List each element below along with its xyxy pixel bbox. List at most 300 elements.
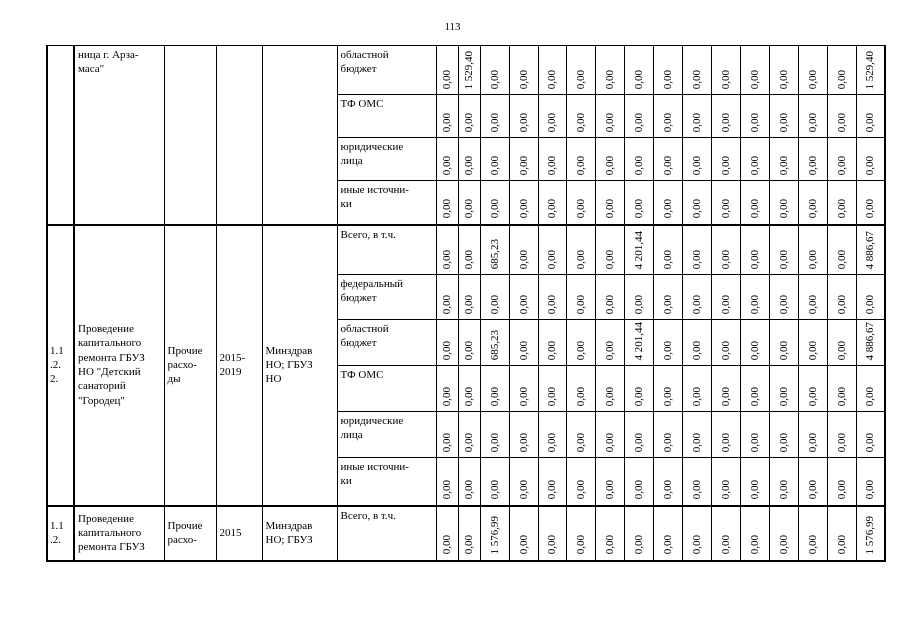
value-cell — [798, 320, 827, 366]
value-cell — [509, 458, 538, 506]
value-text: 0,00 — [777, 386, 790, 406]
funding-source: федеральный бюджет — [337, 275, 436, 320]
value-text: 0,00 — [603, 69, 616, 89]
value-cell — [566, 138, 595, 181]
value-text: 0,00 — [806, 69, 819, 89]
value-cell — [740, 275, 769, 320]
value-text: 0,00 — [574, 199, 587, 219]
value-cell — [595, 181, 624, 225]
value-text: 0,00 — [574, 340, 587, 360]
value-text: 685,23 — [488, 329, 501, 360]
value-cell — [436, 366, 458, 412]
period: 2015 — [216, 506, 262, 561]
value-cell — [566, 458, 595, 506]
value-cell — [769, 181, 798, 225]
value-text: 0,00 — [806, 294, 819, 314]
value-cell — [436, 458, 458, 506]
value-cell — [538, 138, 566, 181]
value-text: 685,23 — [488, 238, 501, 269]
value-text: 0,00 — [661, 69, 674, 89]
value-text: 0,00 — [603, 340, 616, 360]
value-cell — [509, 95, 538, 138]
value-text: 1 529,40 — [462, 50, 475, 89]
value-text: 0,00 — [748, 155, 761, 175]
funding-source: Всего, в т.ч. — [337, 506, 436, 561]
period: 2015- 2019 — [216, 225, 262, 506]
value-cell — [595, 95, 624, 138]
value-cell — [509, 320, 538, 366]
value-cell — [509, 275, 538, 320]
funding-table — [46, 45, 886, 562]
value-cell — [566, 366, 595, 412]
value-cell — [827, 138, 856, 181]
value-cell — [436, 138, 458, 181]
value-text: 0,00 — [661, 199, 674, 219]
value-cell — [595, 458, 624, 506]
value-cell — [480, 506, 509, 561]
value-text: 0,00 — [690, 199, 703, 219]
value-cell — [711, 412, 740, 458]
value-cell — [798, 506, 827, 561]
value-text: 0,00 — [835, 480, 848, 500]
value-cell — [827, 95, 856, 138]
value-cell — [682, 412, 711, 458]
value-text: 0,00 — [777, 535, 790, 555]
value-text: 0,00 — [864, 386, 877, 406]
value-text: 0,00 — [440, 340, 453, 360]
value-text: 0,00 — [719, 535, 732, 555]
value-text: 0,00 — [864, 432, 877, 452]
value-text: 0,00 — [574, 386, 587, 406]
value-cell — [798, 46, 827, 95]
value-cell — [624, 181, 653, 225]
value-text: 0,00 — [517, 432, 530, 452]
value-cell — [595, 275, 624, 320]
value-text: 0,00 — [488, 432, 501, 452]
value-cell — [740, 225, 769, 275]
value-text: 0,00 — [661, 294, 674, 314]
value-cell — [624, 225, 653, 275]
value-text: 0,00 — [719, 432, 732, 452]
value-cell — [856, 366, 885, 412]
value-text: 0,00 — [517, 535, 530, 555]
value-cell — [538, 366, 566, 412]
value-text: 0,00 — [440, 199, 453, 219]
value-text: 0,00 — [690, 249, 703, 269]
table-row — [47, 46, 885, 95]
item-name: Проведение капитального ремонта ГБУЗ — [74, 506, 164, 561]
value-cell — [682, 320, 711, 366]
value-text: 0,00 — [748, 249, 761, 269]
value-cell — [856, 95, 885, 138]
value-text: 0,00 — [545, 480, 558, 500]
value-cell — [682, 458, 711, 506]
value-text: 1 576,99 — [488, 516, 501, 555]
table-row — [47, 225, 885, 275]
value-cell — [509, 366, 538, 412]
value-cell — [595, 320, 624, 366]
value-text: 0,00 — [661, 112, 674, 132]
item-number: 1.1 .2. — [47, 506, 74, 561]
value-cell — [480, 46, 509, 95]
value-text: 0,00 — [748, 535, 761, 555]
value-text: 0,00 — [488, 386, 501, 406]
value-cell — [458, 46, 480, 95]
value-text: 0,00 — [835, 340, 848, 360]
value-cell — [436, 225, 458, 275]
value-cell — [769, 225, 798, 275]
value-text: 0,00 — [574, 112, 587, 132]
value-cell — [480, 366, 509, 412]
value-cell — [538, 95, 566, 138]
value-text: 0,00 — [748, 69, 761, 89]
value-text: 0,00 — [462, 294, 475, 314]
value-cell — [538, 275, 566, 320]
value-text: 0,00 — [462, 155, 475, 175]
value-cell — [624, 95, 653, 138]
value-cell — [509, 46, 538, 95]
value-cell — [827, 506, 856, 561]
value-text: 0,00 — [488, 480, 501, 500]
value-cell — [653, 366, 682, 412]
value-cell — [458, 366, 480, 412]
value-cell — [798, 366, 827, 412]
value-text: 0,00 — [545, 199, 558, 219]
value-text: 0,00 — [690, 112, 703, 132]
value-cell — [436, 95, 458, 138]
value-cell — [566, 275, 595, 320]
value-text: 0,00 — [748, 432, 761, 452]
value-text: 0,00 — [777, 69, 790, 89]
value-text: 0,00 — [835, 112, 848, 132]
value-text: 0,00 — [719, 112, 732, 132]
value-text: 0,00 — [835, 432, 848, 452]
value-cell — [480, 181, 509, 225]
value-text: 0,00 — [462, 432, 475, 452]
value-text: 0,00 — [719, 249, 732, 269]
value-text: 0,00 — [835, 249, 848, 269]
value-text: 0,00 — [462, 535, 475, 555]
value-cell — [682, 275, 711, 320]
value-text: 0,00 — [690, 69, 703, 89]
item-number — [47, 46, 74, 225]
value-cell — [827, 225, 856, 275]
value-cell — [856, 506, 885, 561]
value-text: 0,00 — [748, 294, 761, 314]
item-name: Проведение капитального ремонта ГБУЗ НО "Детский санаторий "Городец" — [74, 225, 164, 506]
value-cell — [480, 138, 509, 181]
value-text: 0,00 — [661, 340, 674, 360]
funding-source: ТФ ОМС — [337, 95, 436, 138]
expense-type: Прочие расхо- ды — [164, 225, 216, 506]
value-cell — [769, 458, 798, 506]
value-cell — [653, 225, 682, 275]
value-text: 0,00 — [719, 69, 732, 89]
value-text: 0,00 — [835, 199, 848, 219]
value-text: 0,00 — [440, 249, 453, 269]
value-cell — [458, 181, 480, 225]
responsible — [262, 46, 337, 225]
value-text: 0,00 — [835, 294, 848, 314]
value-text: 0,00 — [690, 294, 703, 314]
value-text: 0,00 — [777, 155, 790, 175]
value-cell — [798, 458, 827, 506]
value-text: 0,00 — [690, 386, 703, 406]
value-text: 0,00 — [517, 294, 530, 314]
value-text: 0,00 — [517, 480, 530, 500]
value-cell — [436, 412, 458, 458]
value-cell — [458, 275, 480, 320]
value-cell — [711, 181, 740, 225]
value-cell — [740, 506, 769, 561]
value-cell — [595, 225, 624, 275]
value-cell — [740, 181, 769, 225]
value-text: 0,00 — [632, 69, 645, 89]
value-text: 0,00 — [545, 432, 558, 452]
value-cell — [480, 275, 509, 320]
value-cell — [740, 412, 769, 458]
value-text: 0,00 — [545, 386, 558, 406]
responsible: Минздрав НО; ГБУЗ НО — [262, 225, 337, 506]
funding-source: юридические лица — [337, 412, 436, 458]
value-cell — [769, 275, 798, 320]
period — [216, 46, 262, 225]
value-text: 0,00 — [748, 386, 761, 406]
value-cell — [458, 320, 480, 366]
value-text: 0,00 — [777, 249, 790, 269]
value-text: 0,00 — [719, 294, 732, 314]
value-text: 0,00 — [603, 386, 616, 406]
value-cell — [798, 138, 827, 181]
value-cell — [624, 412, 653, 458]
value-cell — [480, 95, 509, 138]
value-text: 0,00 — [864, 155, 877, 175]
value-text: 0,00 — [690, 480, 703, 500]
value-text: 0,00 — [462, 480, 475, 500]
value-cell — [769, 412, 798, 458]
value-text: 0,00 — [488, 69, 501, 89]
value-text: 0,00 — [603, 155, 616, 175]
funding-source: иные источни- ки — [337, 458, 436, 506]
value-text: 0,00 — [748, 340, 761, 360]
value-text: 0,00 — [462, 199, 475, 219]
value-cell — [711, 506, 740, 561]
responsible: Минздрав НО; ГБУЗ — [262, 506, 337, 561]
value-cell — [769, 366, 798, 412]
value-cell — [509, 225, 538, 275]
value-cell — [682, 366, 711, 412]
value-text: 0,00 — [632, 535, 645, 555]
value-cell — [740, 95, 769, 138]
value-text: 0,00 — [632, 294, 645, 314]
value-cell — [538, 412, 566, 458]
value-cell — [682, 46, 711, 95]
value-text: 0,00 — [545, 294, 558, 314]
value-cell — [711, 46, 740, 95]
item-number: 1.1 .2. 2. — [47, 225, 74, 506]
value-text: 0,00 — [488, 155, 501, 175]
value-text: 0,00 — [719, 386, 732, 406]
value-cell — [566, 95, 595, 138]
value-cell — [509, 181, 538, 225]
funding-source: ТФ ОМС — [337, 366, 436, 412]
value-cell — [856, 275, 885, 320]
value-cell — [856, 46, 885, 95]
value-cell — [509, 412, 538, 458]
value-text: 0,00 — [835, 155, 848, 175]
value-text: 0,00 — [574, 249, 587, 269]
value-text: 0,00 — [719, 155, 732, 175]
expense-type — [164, 46, 216, 225]
value-text: 0,00 — [488, 112, 501, 132]
value-text: 4 201,44 — [632, 321, 645, 360]
value-cell — [711, 275, 740, 320]
value-text: 0,00 — [545, 535, 558, 555]
value-cell — [827, 458, 856, 506]
value-cell — [509, 506, 538, 561]
value-text: 0,00 — [777, 480, 790, 500]
value-cell — [595, 506, 624, 561]
value-cell — [682, 181, 711, 225]
value-text: 0,00 — [719, 340, 732, 360]
value-cell — [769, 138, 798, 181]
value-cell — [711, 458, 740, 506]
value-cell — [653, 412, 682, 458]
value-text: 0,00 — [690, 432, 703, 452]
value-cell — [566, 181, 595, 225]
value-cell — [653, 458, 682, 506]
value-text: 0,00 — [545, 249, 558, 269]
value-cell — [595, 412, 624, 458]
value-cell — [624, 320, 653, 366]
value-text: 0,00 — [661, 535, 674, 555]
value-cell — [682, 95, 711, 138]
value-cell — [653, 181, 682, 225]
value-cell — [711, 225, 740, 275]
value-text: 0,00 — [462, 249, 475, 269]
value-cell — [624, 138, 653, 181]
value-text: 0,00 — [835, 535, 848, 555]
value-cell — [769, 320, 798, 366]
value-text: 0,00 — [690, 340, 703, 360]
value-text: 0,00 — [488, 294, 501, 314]
value-text: 4 201,44 — [632, 230, 645, 269]
value-text: 0,00 — [545, 112, 558, 132]
value-text: 0,00 — [488, 199, 501, 219]
value-text: 0,00 — [632, 386, 645, 406]
value-text: 0,00 — [690, 535, 703, 555]
value-text: 0,00 — [517, 112, 530, 132]
value-cell — [827, 275, 856, 320]
value-text: 0,00 — [574, 535, 587, 555]
value-text: 0,00 — [661, 386, 674, 406]
value-cell — [682, 138, 711, 181]
value-cell — [798, 95, 827, 138]
value-text: 0,00 — [517, 340, 530, 360]
value-cell — [624, 275, 653, 320]
value-text: 0,00 — [777, 112, 790, 132]
value-cell — [740, 138, 769, 181]
value-cell — [480, 225, 509, 275]
value-text: 0,00 — [462, 386, 475, 406]
value-cell — [538, 181, 566, 225]
value-cell — [436, 275, 458, 320]
value-text: 0,00 — [603, 112, 616, 132]
value-text: 0,00 — [517, 155, 530, 175]
value-cell — [509, 138, 538, 181]
funding-source: юридические лица — [337, 138, 436, 181]
value-cell — [856, 412, 885, 458]
value-text: 0,00 — [806, 340, 819, 360]
value-cell — [856, 458, 885, 506]
funding-source: областной бюджет — [337, 46, 436, 95]
value-text: 0,00 — [806, 112, 819, 132]
value-cell — [538, 46, 566, 95]
value-text: 0,00 — [632, 199, 645, 219]
value-cell — [436, 181, 458, 225]
value-text: 0,00 — [661, 249, 674, 269]
value-cell — [566, 506, 595, 561]
value-text: 0,00 — [661, 155, 674, 175]
value-cell — [653, 46, 682, 95]
value-text: 0,00 — [517, 69, 530, 89]
value-text: 0,00 — [574, 155, 587, 175]
value-cell — [566, 46, 595, 95]
value-cell — [624, 506, 653, 561]
value-text: 0,00 — [777, 199, 790, 219]
value-cell — [856, 138, 885, 181]
value-cell — [769, 506, 798, 561]
funding-source: Всего, в т.ч. — [337, 225, 436, 275]
value-text: 0,00 — [462, 340, 475, 360]
value-cell — [624, 366, 653, 412]
value-cell — [827, 412, 856, 458]
value-cell — [740, 366, 769, 412]
value-cell — [740, 46, 769, 95]
value-text: 0,00 — [603, 535, 616, 555]
item-name: ница г. Арза- маса" — [74, 46, 164, 225]
value-text: 0,00 — [864, 112, 877, 132]
value-cell — [769, 95, 798, 138]
value-text: 0,00 — [440, 535, 453, 555]
value-text: 0,00 — [440, 112, 453, 132]
value-text: 0,00 — [806, 249, 819, 269]
value-cell — [538, 506, 566, 561]
value-cell — [595, 366, 624, 412]
value-cell — [458, 412, 480, 458]
value-cell — [711, 320, 740, 366]
value-text: 0,00 — [661, 480, 674, 500]
value-cell — [711, 366, 740, 412]
page-number: 113 — [444, 21, 461, 33]
value-text: 0,00 — [517, 249, 530, 269]
value-text: 0,00 — [440, 386, 453, 406]
funding-source: областной бюджет — [337, 320, 436, 366]
value-cell — [653, 275, 682, 320]
value-text: 0,00 — [777, 340, 790, 360]
value-text: 0,00 — [462, 112, 475, 132]
value-cell — [798, 412, 827, 458]
value-text: 0,00 — [806, 199, 819, 219]
value-cell — [827, 320, 856, 366]
value-text: 0,00 — [603, 294, 616, 314]
value-text: 0,00 — [574, 480, 587, 500]
value-text: 4 886,67 — [864, 230, 877, 269]
value-cell — [769, 46, 798, 95]
value-text: 0,00 — [748, 480, 761, 500]
value-text: 0,00 — [632, 432, 645, 452]
value-text: 0,00 — [603, 480, 616, 500]
